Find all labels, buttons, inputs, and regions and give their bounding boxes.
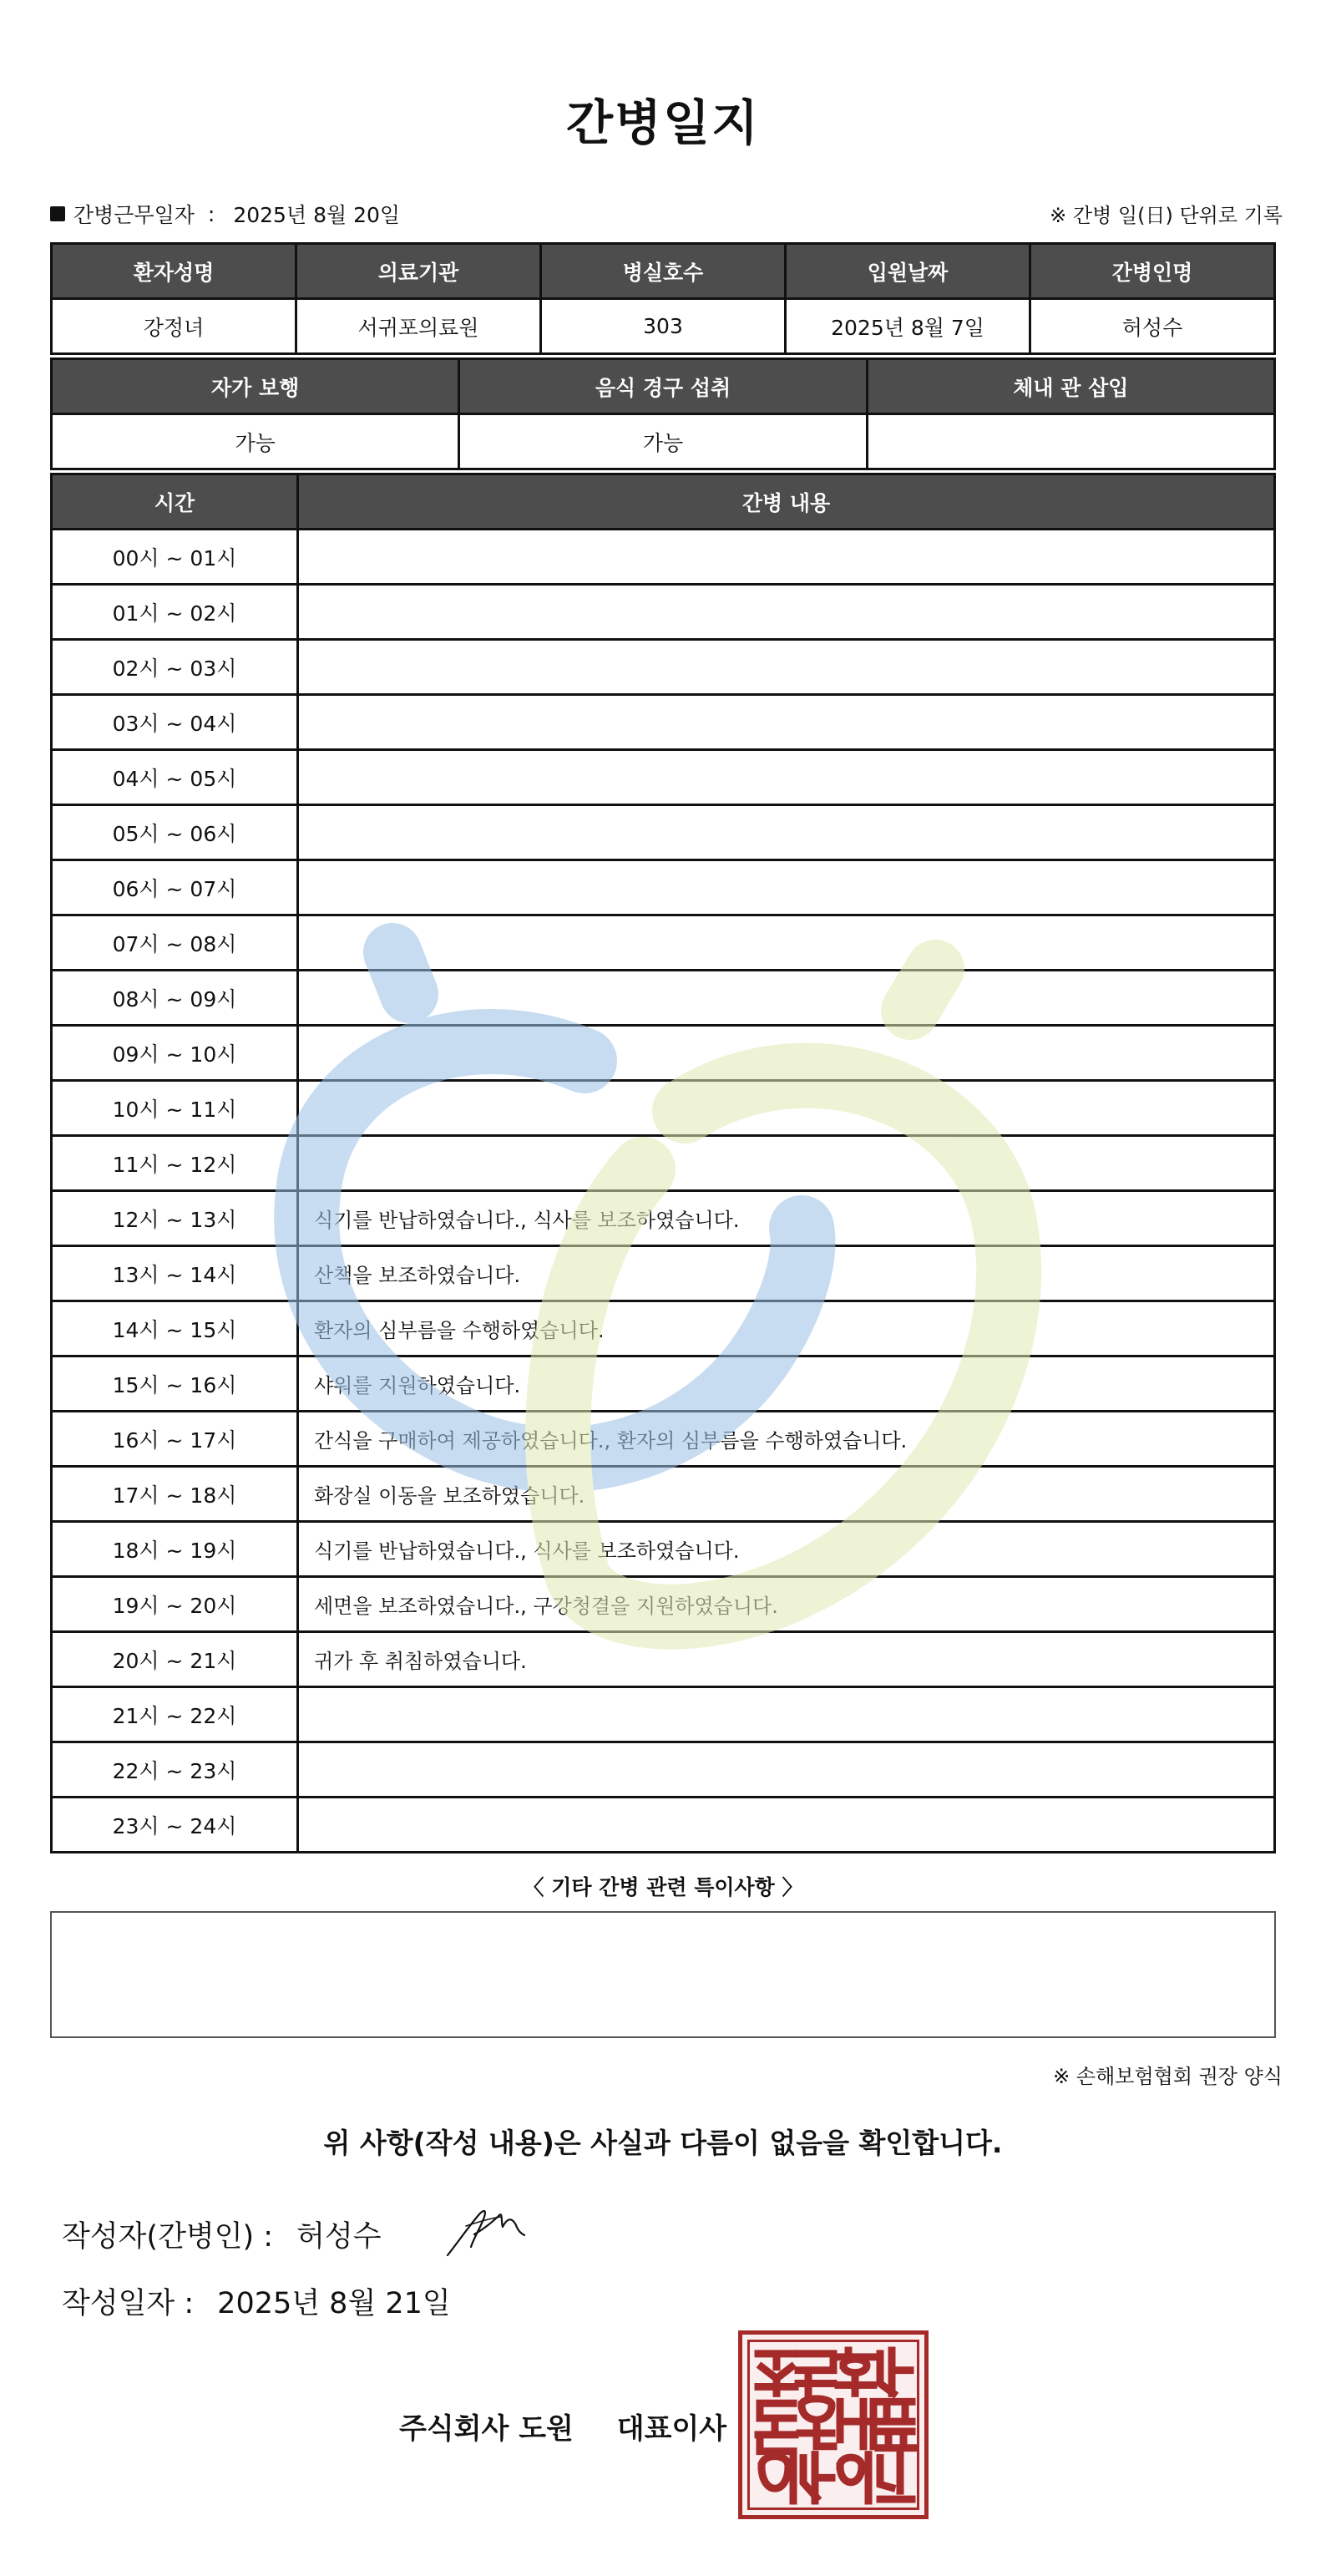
table-row: [52, 915, 1275, 971]
patient-name-cell: 강정녀: [52, 299, 296, 354]
time-slot-cell: 02시 ~ 03시: [52, 640, 298, 695]
table-row: [52, 1081, 1275, 1136]
care-content-cell: [298, 750, 1275, 805]
care-content-cell: [298, 695, 1275, 750]
care-content-cell: 식기를 반납하였습니다., 식사를 보조하였습니다.: [298, 1191, 1275, 1246]
written-date-label: 작성일자 :: [62, 2287, 195, 2320]
table-row: [52, 1191, 1275, 1246]
table-row: [52, 299, 1275, 354]
table-row: [52, 1467, 1275, 1522]
patient-info-table: [50, 242, 1276, 355]
care-content-cell: [298, 530, 1275, 585]
time-slot-cell: 13시 ~ 14시: [52, 1246, 298, 1301]
care-content-cell: 산책을 보조하였습니다.: [298, 1246, 1275, 1301]
time-slot-cell: 10시 ~ 11시: [52, 1081, 298, 1136]
header-care-content: 간병 내용: [298, 474, 1275, 530]
square-bullet-icon: [50, 206, 65, 221]
care-content-cell: [298, 1742, 1275, 1798]
table-row: [52, 860, 1275, 915]
time-slot-cell: 12시 ~ 13시: [52, 1191, 298, 1246]
table-row: [52, 1412, 1275, 1467]
table-header-row: [52, 244, 1275, 299]
table-row: [52, 1246, 1275, 1301]
company-signature: [399, 2406, 726, 2447]
time-slot-cell: 23시 ~ 24시: [52, 1798, 298, 1853]
table-header-row: [52, 474, 1275, 530]
record-note: ※ 간병 일(日) 단위로 기록: [1050, 204, 1283, 227]
time-slot-cell: 09시 ~ 10시: [52, 1026, 298, 1081]
document-title: 간병일지: [565, 94, 761, 151]
care-content-cell: [298, 1081, 1275, 1136]
header-time: 시간: [52, 474, 298, 530]
table-row: [52, 1687, 1275, 1742]
header-hospital: 의료기관: [296, 244, 541, 299]
care-content-cell: [298, 1026, 1275, 1081]
care-content-cell: [298, 805, 1275, 860]
table-row: [52, 750, 1275, 805]
company-title: 대표이사: [616, 2412, 727, 2446]
table-row: [52, 1522, 1275, 1577]
time-slot-cell: 08시 ~ 09시: [52, 971, 298, 1026]
header-tube-insertion: 체내 관 삽입: [867, 359, 1274, 414]
table-row: [52, 805, 1275, 860]
time-slot-cell: 04시 ~ 05시: [52, 750, 298, 805]
care-content-cell: 세면을 보조하였습니다., 구강청결을 지원하였습니다.: [298, 1577, 1275, 1632]
company-name: 주식회사 도원: [399, 2412, 574, 2446]
table-row: [52, 1577, 1275, 1632]
time-slot-cell: 07시 ~ 08시: [52, 915, 298, 971]
writer-row: [62, 2213, 382, 2255]
table-row: [52, 585, 1275, 640]
time-slot-cell: 16시 ~ 17시: [52, 1412, 298, 1467]
work-date-colon: :: [207, 201, 215, 226]
care-content-cell: [298, 860, 1275, 915]
table-row: [52, 971, 1275, 1026]
self-walking-cell: 가능: [52, 414, 459, 469]
time-slot-cell: 20시 ~ 21시: [52, 1632, 298, 1687]
header-patient-name: 환자성명: [52, 244, 296, 299]
header-self-walking: 자가 보행: [52, 359, 459, 414]
table-row: [52, 530, 1275, 585]
table-row: [52, 1742, 1275, 1798]
care-content-cell: [298, 1687, 1275, 1742]
header-caregiver-name: 간병인명: [1030, 244, 1275, 299]
table-row: [52, 414, 1275, 469]
admission-date-cell: 2025년 8월 7일: [786, 299, 1030, 354]
time-slot-cell: 01시 ~ 02시: [52, 585, 298, 640]
patient-status-table: [50, 357, 1276, 470]
table-row: [52, 1798, 1275, 1853]
time-slot-cell: 21시 ~ 22시: [52, 1687, 298, 1742]
time-slot-cell: 00시 ~ 01시: [52, 530, 298, 585]
company-seal-stamp: [738, 2330, 929, 2519]
time-slot-cell: 14시 ~ 15시: [52, 1301, 298, 1356]
seal-glyphs: [747, 2340, 919, 2510]
table-row: [52, 1136, 1275, 1191]
time-slot-cell: 22시 ~ 23시: [52, 1742, 298, 1798]
care-content-cell: [298, 915, 1275, 971]
table-row: [52, 1301, 1275, 1356]
time-slot-cell: 06시 ~ 07시: [52, 860, 298, 915]
writer-name: 허성수: [296, 2220, 382, 2254]
table-header-row: [52, 359, 1275, 414]
work-date-label: 간병근무일자: [73, 203, 195, 227]
table-row: [52, 1356, 1275, 1412]
care-content-cell: [298, 1798, 1275, 1853]
form-footnote: ※ 손해보험협회 권장 양식: [1053, 2065, 1283, 2088]
care-content-cell: 간식을 구매하여 제공하였습니다., 환자의 심부름을 수행하였습니다.: [298, 1412, 1275, 1467]
written-date-row: [62, 2280, 451, 2322]
hospital-cell: 서귀포의료원: [296, 299, 541, 354]
written-date-value: 2025년 8월 21일: [217, 2287, 451, 2320]
header-oral-intake: 음식 경구 섭취: [459, 359, 867, 414]
care-content-cell: 귀가 후 취침하였습니다.: [298, 1632, 1275, 1687]
header-admission-date: 입원날짜: [786, 244, 1030, 299]
care-content-cell: [298, 640, 1275, 695]
tube-insertion-cell: [867, 414, 1274, 469]
room-number-cell: 303: [541, 299, 786, 354]
care-content-cell: 화장실 이동을 보조하였습니다.: [298, 1467, 1275, 1522]
confirmation-statement: 위 사항(작성 내용)은 사실과 다름이 없음을 확인합니다.: [323, 2127, 1003, 2159]
notes-heading: 〈 기타 간병 관련 특이사항 〉: [523, 1875, 803, 1899]
schedule-body: [52, 530, 1275, 1853]
table-row: [52, 640, 1275, 695]
time-slot-cell: 05시 ~ 06시: [52, 805, 298, 860]
table-row: [52, 1026, 1275, 1081]
oral-intake-cell: 가능: [459, 414, 867, 469]
work-date-row: [50, 199, 400, 229]
header-room-number: 병실호수: [541, 244, 786, 299]
care-content-cell: 식기를 반납하였습니다., 식사를 보조하였습니다.: [298, 1522, 1275, 1577]
table-row: [52, 695, 1275, 750]
time-slot-cell: 11시 ~ 12시: [52, 1136, 298, 1191]
table-row: [52, 1632, 1275, 1687]
time-slot-cell: 19시 ~ 20시: [52, 1577, 298, 1632]
caregiver-name-cell: 허성수: [1030, 299, 1275, 354]
time-slot-cell: 17시 ~ 18시: [52, 1467, 298, 1522]
care-content-cell: [298, 971, 1275, 1026]
care-content-cell: [298, 585, 1275, 640]
work-date-value: 2025년 8월 20일: [233, 203, 401, 227]
care-content-cell: 환자의 심부름을 수행하였습니다.: [298, 1301, 1275, 1356]
writer-label: 작성자(간병인) :: [62, 2220, 274, 2254]
care-content-cell: [298, 1136, 1275, 1191]
care-content-cell: 샤워를 지원하였습니다.: [298, 1356, 1275, 1412]
care-schedule-table: [50, 473, 1276, 1853]
time-slot-cell: 03시 ~ 04시: [52, 695, 298, 750]
time-slot-cell: 15시 ~ 16시: [52, 1356, 298, 1412]
notes-box: [50, 1911, 1276, 2038]
time-slot-cell: 18시 ~ 19시: [52, 1522, 298, 1577]
signature: [441, 2197, 541, 2264]
